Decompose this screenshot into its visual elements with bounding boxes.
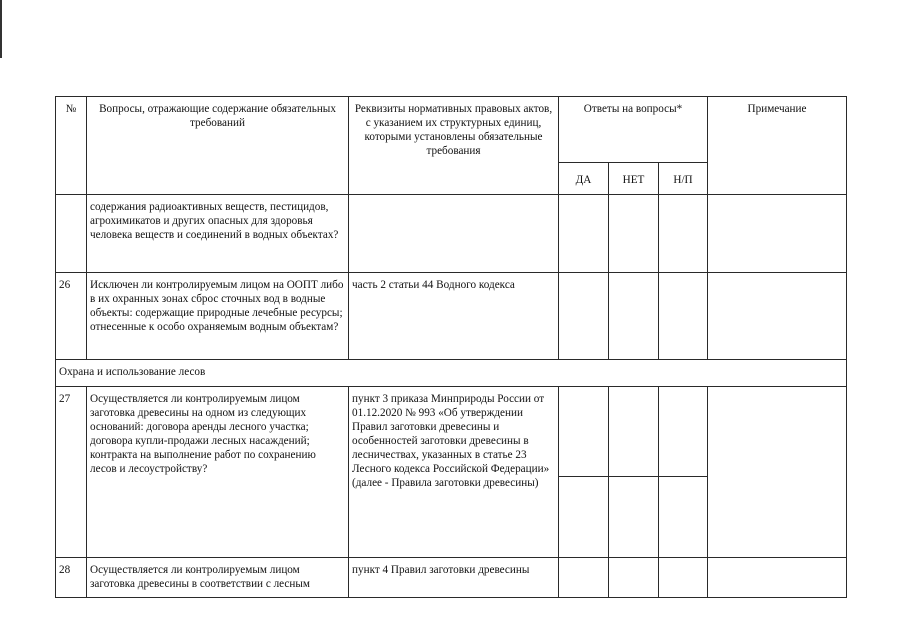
note-cell[interactable] [708,195,847,273]
row-question: Исключен ли контролируемым лицом на ООПТ либо в их охранных зонах сброс сточных вод в водные объекты: содержащие природные лечебные ресурсы; отнесенные к особо охраняемым водным объектам? [87,273,349,360]
row-question: содержания радиоактивных веществ, пестицидов, агрохимикатов и других опасных для здоровья человека веществ и соединений в водных объектах? [87,195,349,273]
answer-yes-cell[interactable] [559,273,609,360]
section-row [56,360,847,387]
page-edge-mark [0,0,2,58]
table-row [56,558,847,598]
note-cell[interactable] [708,387,847,558]
row-num: 28 [56,558,87,598]
answer-yes-cell[interactable] [559,195,609,273]
row-num: 26 [56,273,87,360]
header-no: НЕТ [609,163,659,195]
row-requisites: пункт 4 Правил заготовки древесины [349,558,559,598]
answer-na-cell[interactable] [659,558,708,598]
table-row [56,387,847,477]
header-na: Н/П [659,163,708,195]
header-question: Вопросы, отражающие содержание обязательных требований [87,97,349,195]
row-requisites: пункт 3 приказа Минприроды России от 01.12.2020 № 993 «Об утверждении Правил заготовки древесины и особенностей заготовки древесины в лесничествах, указанных в статье 23 Лесного кодекса Российской Федерации» (далее - Правила заготовки древесины) [349,387,559,558]
note-cell[interactable] [708,273,847,360]
answer-na-cell[interactable] [659,273,708,360]
answer-no-cell[interactable] [609,195,659,273]
answer-no-cell[interactable] [609,558,659,598]
checklist-table [55,96,847,598]
answer-yes-cell[interactable] [559,558,609,598]
row-num [56,195,87,273]
header-row [56,97,847,163]
header-note: Примечание [708,97,847,195]
note-cell[interactable] [708,558,847,598]
answer-yes-cell[interactable] [559,387,609,477]
section-title: Охрана и использование лесов [56,360,847,387]
answer-no-cell[interactable] [609,477,659,558]
header-num: № [56,97,87,195]
answer-no-cell[interactable] [609,273,659,360]
row-requisites: часть 2 статьи 44 Водного кодекса [349,273,559,360]
header-answers: Ответы на вопросы* [559,97,708,163]
row-question: Осуществляется ли контролируемым лицом заготовка древесины в соответствии с лесным [87,558,349,598]
answer-yes-cell[interactable] [559,477,609,558]
row-requisites [349,195,559,273]
header-requisites: Реквизиты нормативных правовых актов, с указанием их структурных единиц, которыми установлены обязательные требования [349,97,559,195]
table-row [56,273,847,360]
answer-na-cell[interactable] [659,195,708,273]
header-yes: ДА [559,163,609,195]
row-question: Осуществляется ли контролируемым лицом заготовка древесины на одном из следующих оснований: договора аренды лесного участка; договора купли-продажи лесных насаждений; контракта на выполнение работ по сохранению лесов и лесоустройству? [87,387,349,558]
row-num: 27 [56,387,87,558]
answer-no-cell[interactable] [609,387,659,477]
answer-na-cell[interactable] [659,477,708,558]
answer-na-cell[interactable] [659,387,708,477]
table-row [56,195,847,273]
